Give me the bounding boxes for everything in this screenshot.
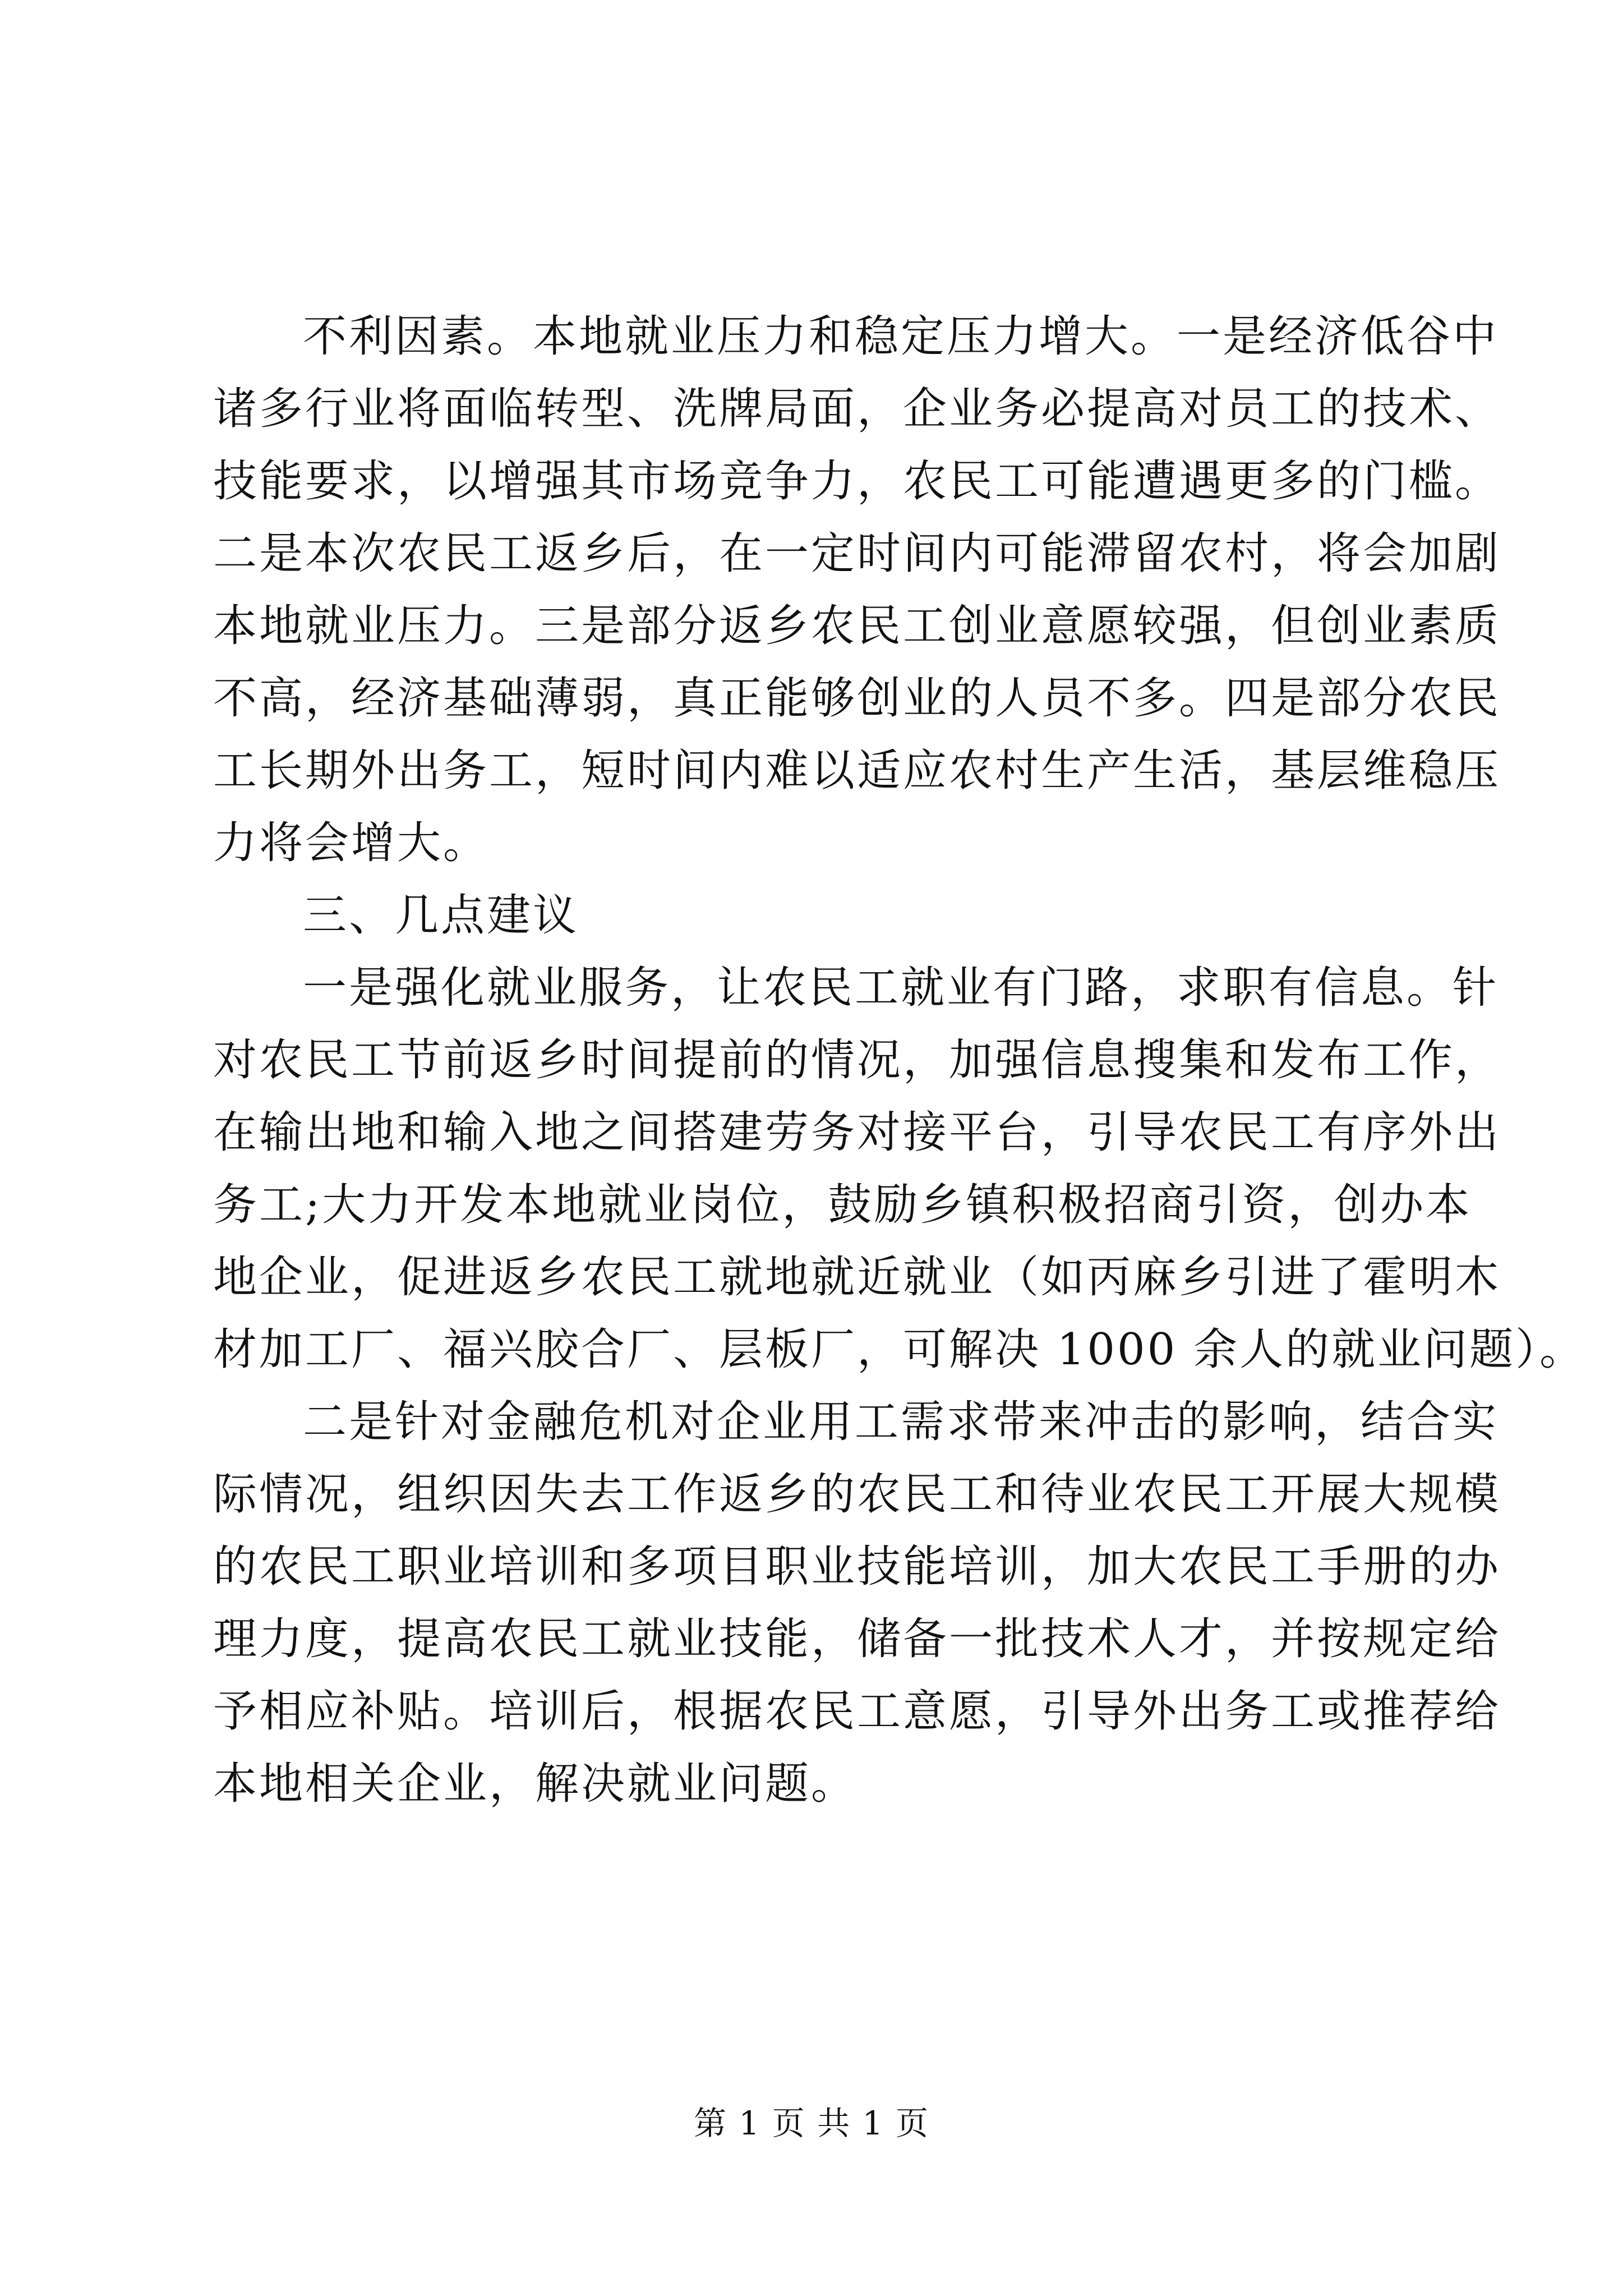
text-line: 理力度，提高农民工就业技能，储备一批技术人才，并按规定给 [213,1614,1501,1664]
text-line: 一是强化就业服务，让农民工就业有门路，求职有信息。针 [303,963,1499,1013]
text-line: 不利因素。本地就业压力和稳定压力增大。一是经济低谷中 [303,311,1499,362]
text-line: 技能要求，以增强其市场竞争力，农民工可能遭遇更多的门槛。 [213,456,1501,507]
text-line: 地企业，促进返乡农民工就地就近就业（如丙麻乡引进了霍明木 [213,1252,1501,1303]
page-footer: 第 1 页 共 1 页 [694,2104,929,2142]
text-line: 二是本次农民工返乡后，在一定时间内可能滞留农村，将会加剧 [213,528,1501,579]
text-line: 的农民工职业培训和多项目职业技能培训，加大农民工手册的办 [213,1542,1501,1592]
text-line: 二是针对金融危机对企业用工需求带来冲击的影响，结合实 [303,1397,1499,1447]
text-line: 务工;大力开发本地就业岗位，鼓励乡镇积极招商引资，创办本 [213,1180,1472,1230]
text-line: 工长期外出务工，短时间内难以适应农村生产生活，基层维稳压 [213,746,1501,796]
text-line: 在输出地和输入地之间搭建劳务对接平台，引导农民工有序外出 [213,1107,1501,1158]
text-line: 不高，经济基础薄弱，真正能够创业的人员不多。四是部分农民 [213,673,1501,724]
text-line: 材加工厂、福兴胶合厂、层板厂，可解决 1000 余人的就业问题）。 [213,1324,1586,1375]
text-line: 对农民工节前返乡时间提前的情况，加强信息搜集和发布工作， [213,1035,1501,1085]
text-line: 本地相关企业，解决就业问题。 [213,1759,857,1809]
text-line: 力将会增大。 [213,818,490,868]
text-line: 诸多行业将面临转型、洗牌局面，企业务必提高对员工的技术、 [213,384,1501,434]
text-line: 本地就业压力。三是部分返乡农民工创业意愿较强，但创业素质 [213,601,1501,651]
section-heading: 三、几点建议 [303,890,579,941]
text-line: 予相应补贴。培训后，根据农民工意愿，引导外出务工或推荐给 [213,1686,1501,1737]
text-line: 际情况，组织因失去工作返乡的农民工和待业农民工开展大规模 [213,1469,1501,1520]
